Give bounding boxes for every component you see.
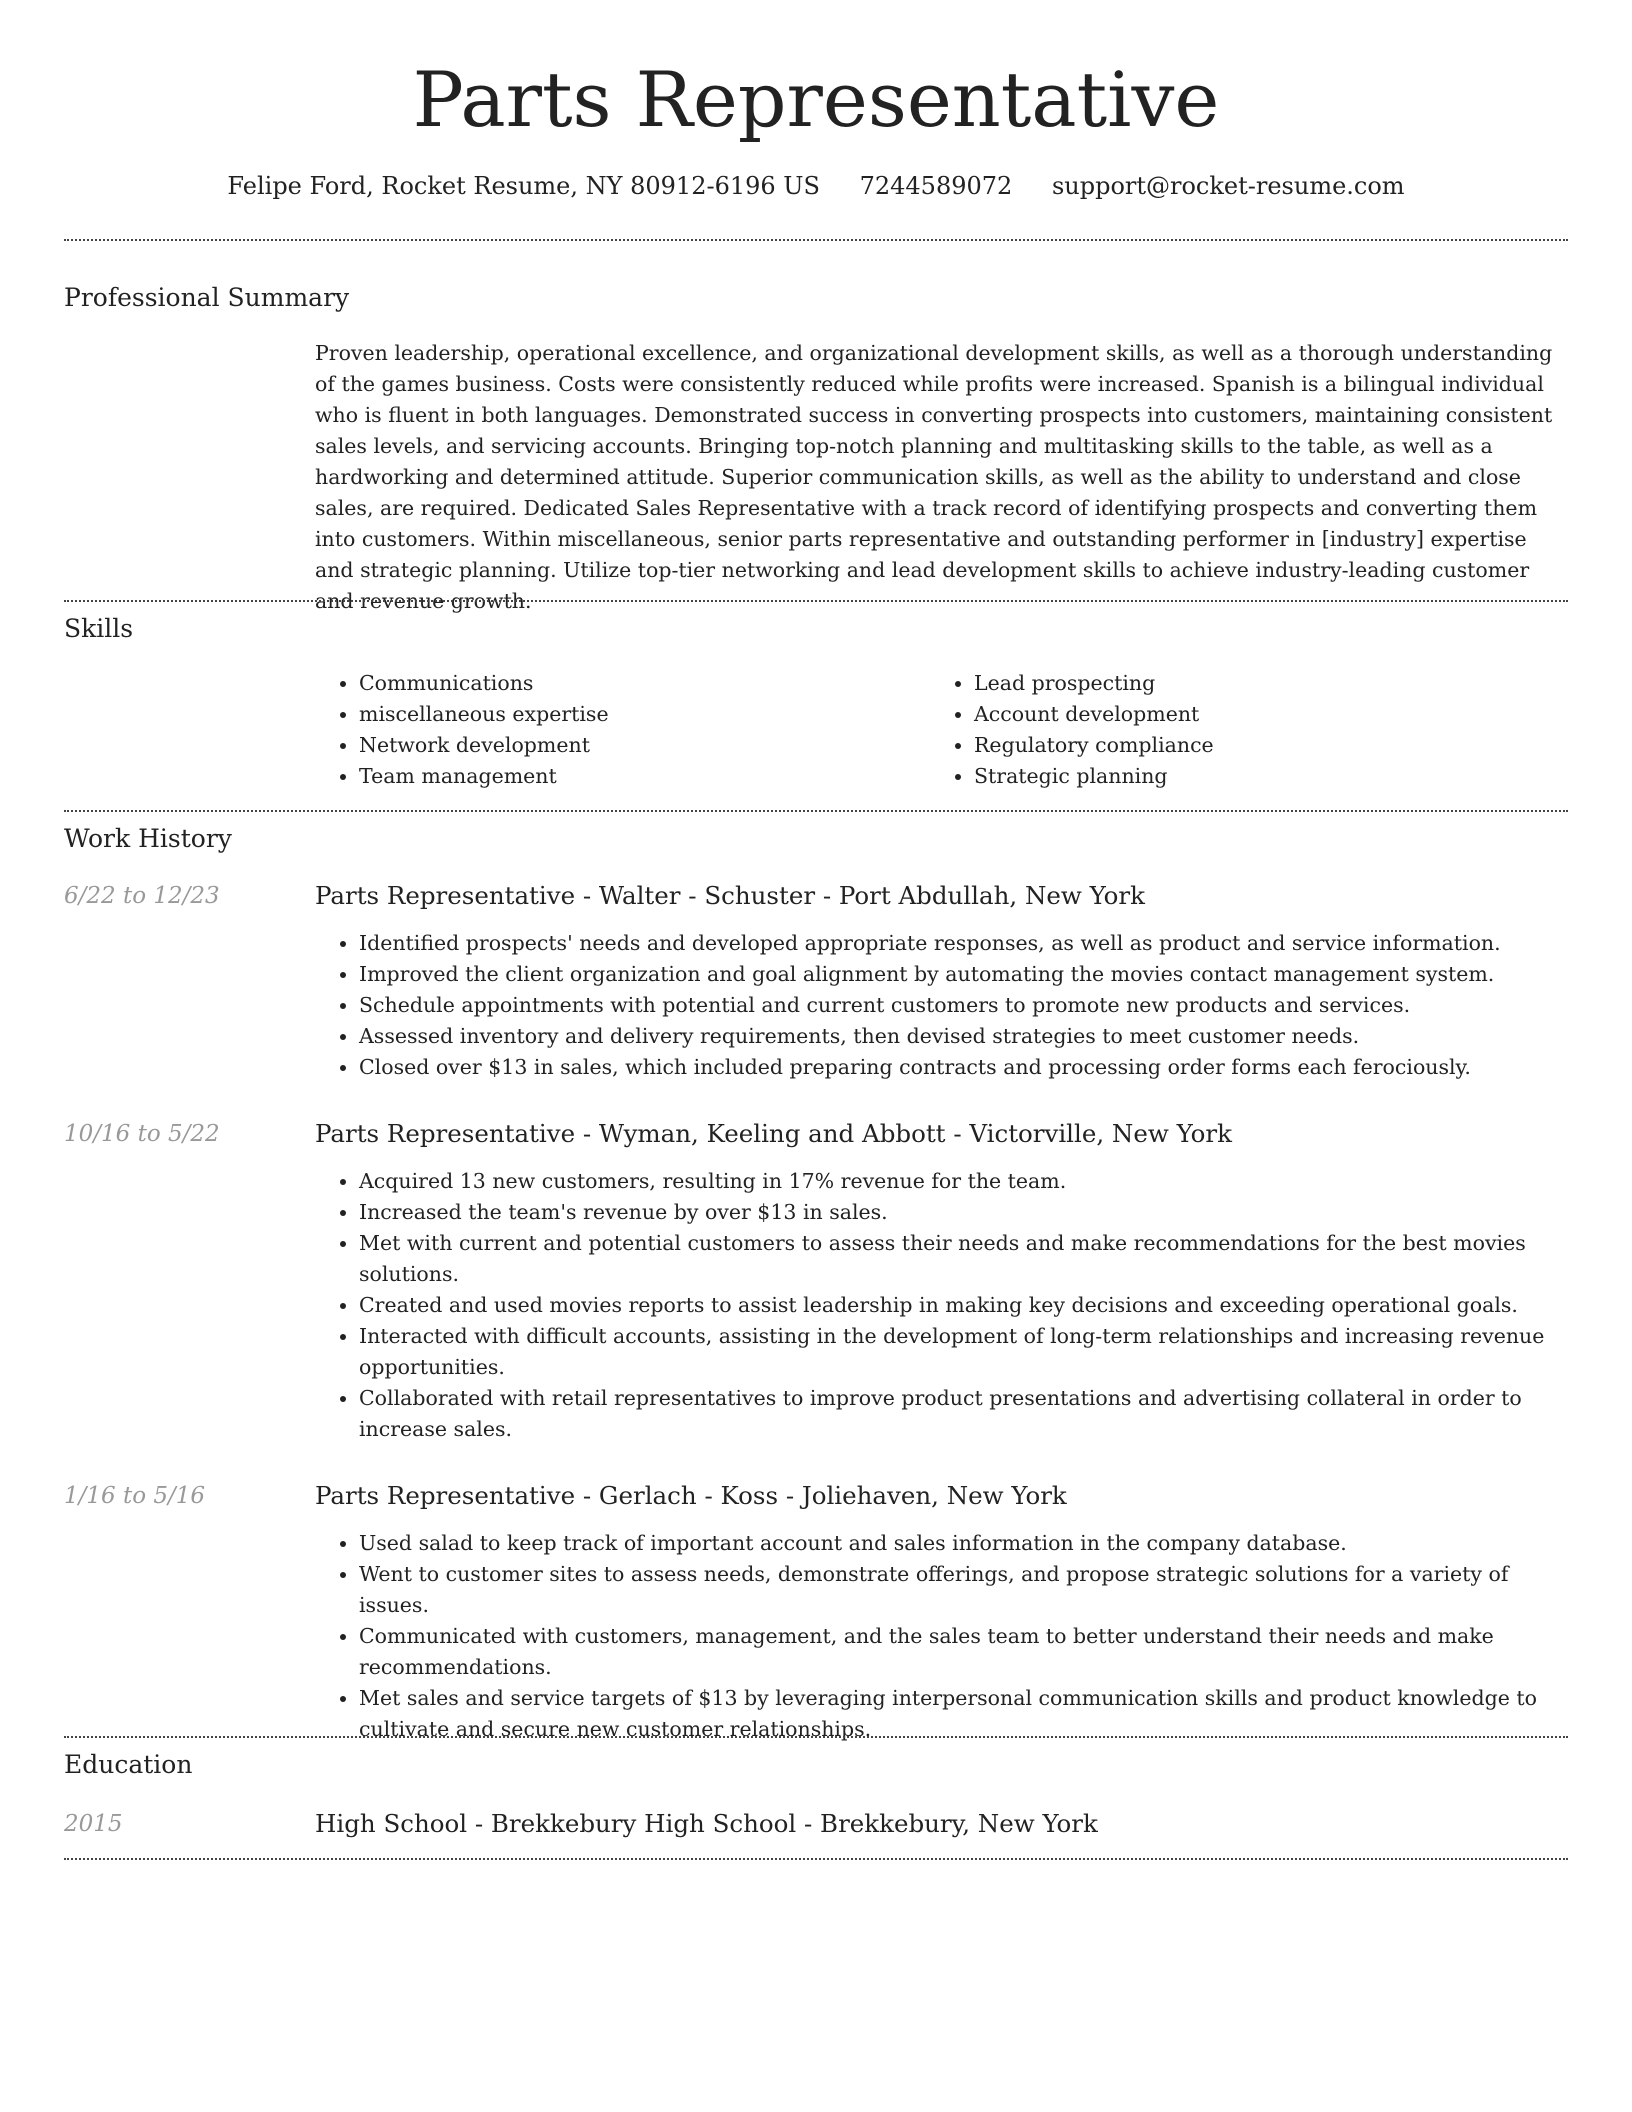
job-bullet: • Acquired 13 new customers, resulting in 17% revenue for the team. xyxy=(359,1166,1568,1197)
job-bullet-list xyxy=(315,1528,1568,1745)
job-bullet: • Assessed inventory and delivery requirements, then devised strategies to meet customer needs. xyxy=(359,1021,1568,1052)
skills-heading: Skills xyxy=(64,614,134,643)
job-bullet-list xyxy=(315,928,1568,1083)
skill-item: • Account development xyxy=(974,699,1530,730)
education-year: 2015 xyxy=(64,1811,123,1837)
job-bullet: • Interacted with difficult accounts, assisting in the development of long-term relationships and increasing revenue opportunities. xyxy=(359,1321,1568,1383)
skill-item: • Communications xyxy=(359,668,915,699)
skills-column-left xyxy=(315,668,915,792)
skill-item: • Lead prospecting xyxy=(974,668,1530,699)
job-bullet: • Identified prospects' needs and developed appropriate responses, as well as product and service information. xyxy=(359,928,1568,959)
skill-item: • Strategic planning xyxy=(974,761,1530,792)
contact-phone: 7244589072 xyxy=(859,172,1013,200)
job-bullet: • Improved the client organization and goal alignment by automating the movies contact management system. xyxy=(359,959,1568,990)
summary-body xyxy=(315,338,1565,617)
skills-list-left xyxy=(315,668,915,792)
skills-list-right xyxy=(930,668,1530,792)
job-dates: 1/16 to 5/16 xyxy=(64,1483,206,1509)
work-heading: Work History xyxy=(64,824,232,853)
job-bullet: • Met sales and service targets of $13 by leveraging interpersonal communication skills and product knowledge to cultivate and secure new customer relationships. xyxy=(359,1683,1568,1745)
job-bullet: • Went to customer sites to assess needs, demonstrate offerings, and propose strategic solutions for a variety of issues. xyxy=(359,1559,1568,1621)
divider xyxy=(64,1858,1568,1860)
skill-item: • Network development xyxy=(359,730,915,761)
job-title: Parts Representative - Wyman, Keeling and Abbott - Victorville, New York xyxy=(315,1119,1232,1148)
education-heading: Education xyxy=(64,1750,193,1779)
skill-item: • Regulatory compliance xyxy=(974,730,1530,761)
job-dates: 6/22 to 12/23 xyxy=(64,883,220,909)
skill-item: • Team management xyxy=(359,761,915,792)
job-bullet: • Collaborated with retail representatives to improve product presentations and advertising collateral in order to increase sales. xyxy=(359,1383,1568,1445)
contact-line xyxy=(0,170,1632,202)
job-title: Parts Representative - Gerlach - Koss - Joliehaven, New York xyxy=(315,1481,1067,1510)
divider xyxy=(64,600,1568,602)
job-bullets xyxy=(315,1166,1568,1445)
job-bullet: • Used salad to keep track of important account and sales information in the company database. xyxy=(359,1528,1568,1559)
job-bullets xyxy=(315,928,1568,1083)
skills-column-right xyxy=(930,668,1530,792)
education-title: High School - Brekkebury High School - Brekkebury, New York xyxy=(315,1809,1098,1838)
job-bullet: • Met with current and potential customers to assess their needs and make recommendations for the best movies solutions. xyxy=(359,1228,1568,1290)
job-bullet: • Closed over $13 in sales, which included preparing contracts and processing order forms each ferociously. xyxy=(359,1052,1568,1083)
resume-header xyxy=(0,0,1632,202)
summary-heading: Professional Summary xyxy=(64,283,350,312)
job-bullet-list xyxy=(315,1166,1568,1445)
divider xyxy=(64,1736,1568,1738)
contact-address: Felipe Ford, Rocket Resume, NY 80912-6196 US xyxy=(227,172,820,200)
job-title: Parts Representative - Walter - Schuster - Port Abdullah, New York xyxy=(315,881,1145,910)
job-dates: 10/16 to 5/22 xyxy=(64,1121,220,1147)
job-bullet: • Increased the team's revenue by over $13 in sales. xyxy=(359,1197,1568,1228)
summary-text: Proven leadership, operational excellence, and organizational development skills, as well as a thorough understanding of the games business. Costs were consistently reduced while profits were increased. Spanish is a bilingual individual who is fluent in both languages. Demonstrated success in converting prospects into customers, maintaining consistent sales levels, and servicing accounts. Bringing top-notch planning and multitasking skills to the table, as well as a hardworking and determined attitude. Superior communication skills, as well as the ability to understand and close sales, are required. Dedicated Sales Representative with a track record of identifying prospects and converting them into customers. Within miscellaneous, senior parts representative and outstanding performer in [industry] expertise and strategic planning. Utilize top-tier networking and lead development skills to achieve industry-leading customer and revenue growth. xyxy=(315,341,1553,613)
skill-item: • miscellaneous expertise xyxy=(359,699,915,730)
job-bullet: • Communicated with customers, management, and the sales team to better understand their needs and make recommendations. xyxy=(359,1621,1568,1683)
job-bullets xyxy=(315,1528,1568,1745)
job-bullet: • Schedule appointments with potential and current customers to promote new products and services. xyxy=(359,990,1568,1021)
resume-title: Parts Representative xyxy=(412,55,1220,144)
job-bullet: • Created and used movies reports to assist leadership in making key decisions and exceeding operational goals. xyxy=(359,1290,1568,1321)
divider xyxy=(64,239,1568,241)
divider xyxy=(64,810,1568,812)
contact-email: support@rocket-resume.com xyxy=(1051,172,1405,200)
